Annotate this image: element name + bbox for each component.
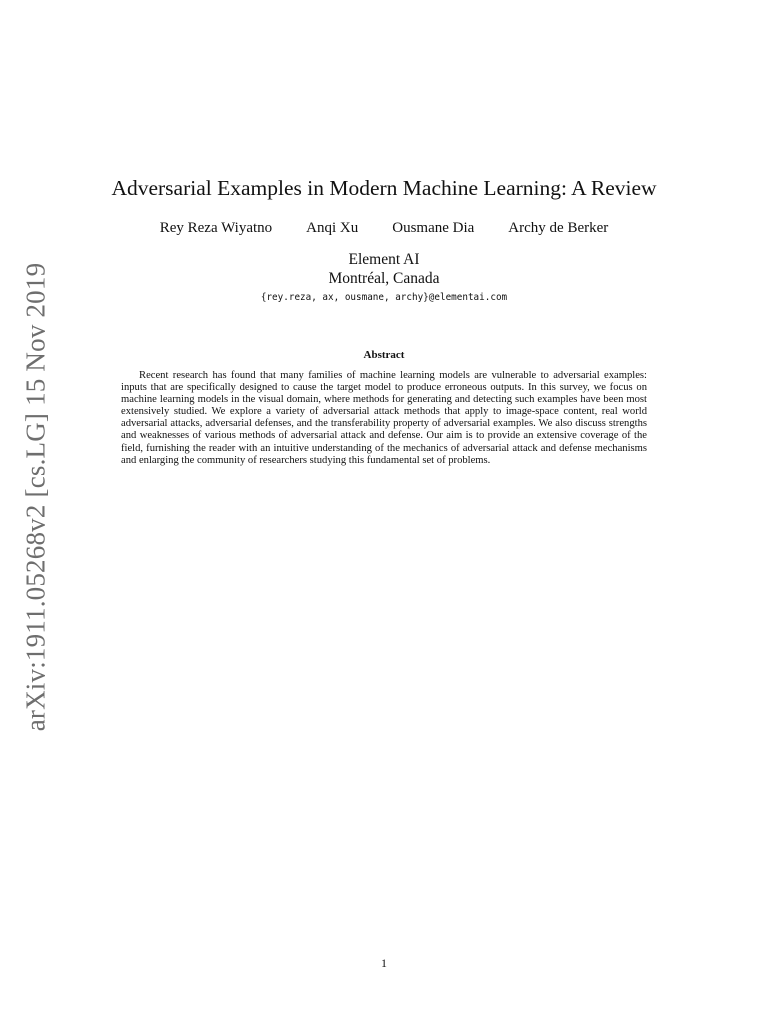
abstract-text: Recent research has found that many families of machine learning models are vulnerable to adversarial examples: inputs that are specifically designed to cause the target model to produce erroneous outputs. In this survey, we focus on machine learning models in the visual domain, where methods for generating and detecting such examples have been most extensively studied. We explore a variety of adversarial attack methods that apply to image-space content, real world adversarial attacks, adversarial defenses, and the transferability property of adversarial examples. We also discuss strengths and weaknesses of various methods of adversarial attack and defense. Our aim is to provide an extensive coverage of the field, furnishing the reader with an intuitive understanding of the mechanics of adversarial attack and defense mechanisms and enlarging the community of researchers studying this fundamental set of problems. bbox=[121, 370, 647, 466]
author-name: Anqi Xu bbox=[306, 220, 359, 236]
author-emails: {rey.reza, ax, ousmane, archy}@elementai.com bbox=[260, 292, 508, 303]
author-name: Rey Reza Wiyatno bbox=[159, 220, 273, 236]
affiliation-organization: Element AI bbox=[348, 251, 420, 268]
arxiv-identifier-stamp: arXiv:1911.05268v2 [cs.LG] 15 Nov 2019 bbox=[20, 262, 51, 732]
author-name: Archy de Berker bbox=[508, 220, 609, 236]
affiliation-location: Montréal, Canada bbox=[328, 270, 440, 287]
page-number: 1 bbox=[381, 956, 387, 970]
author-name: Ousmane Dia bbox=[392, 220, 475, 236]
author-list bbox=[0, 220, 768, 237]
paper-title: Adversarial Examples in Modern Machine Learning: A Review bbox=[111, 176, 657, 200]
abstract-heading: Abstract bbox=[363, 349, 405, 361]
